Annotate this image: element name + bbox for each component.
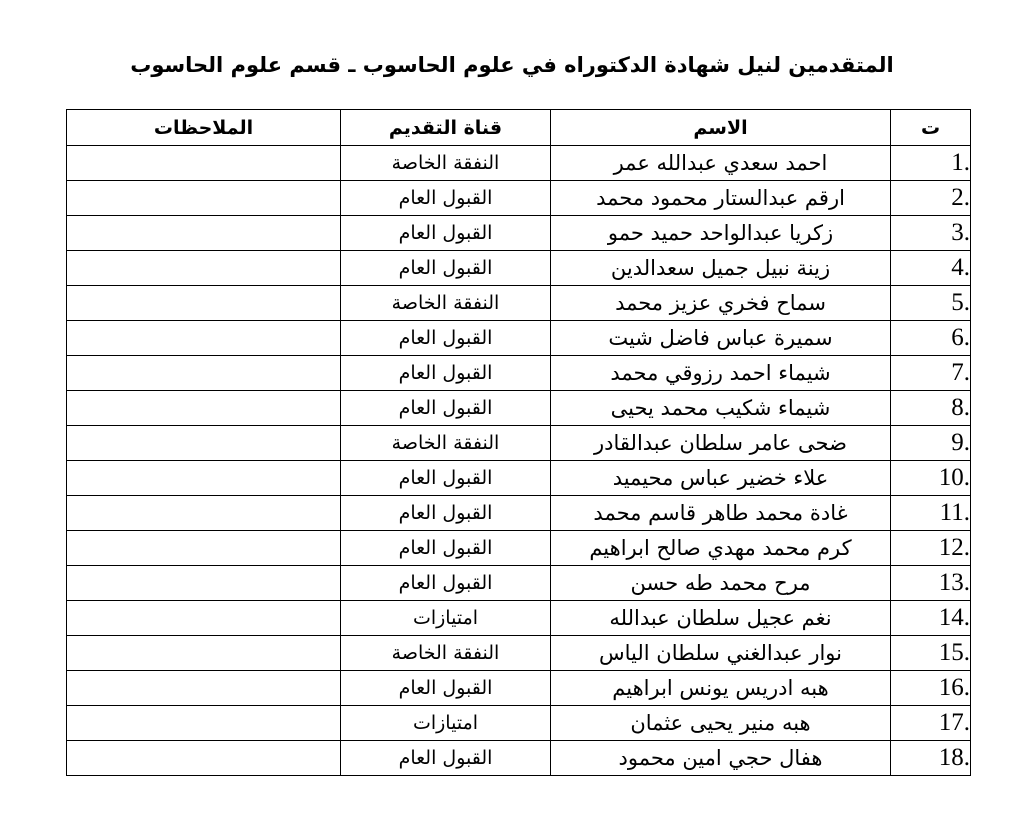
table-row	[67, 636, 971, 671]
applicant-name: احمد سعدي عبدالله عمر	[551, 146, 891, 181]
table-row	[67, 391, 971, 426]
table-row	[67, 461, 971, 496]
applicant-name: غادة محمد طاهر قاسم محمد	[551, 496, 891, 531]
application-channel: القبول العام	[341, 741, 551, 776]
notes-cell	[67, 426, 341, 461]
row-number: 16.	[891, 671, 971, 706]
row-number: 7.	[891, 356, 971, 391]
notes-cell	[67, 356, 341, 391]
applicant-name: مرح محمد طه حسن	[551, 566, 891, 601]
table-row	[67, 181, 971, 216]
table-header-row	[67, 110, 971, 146]
application-channel: النفقة الخاصة	[341, 636, 551, 671]
applicant-name: شيماء احمد رزوقي محمد	[551, 356, 891, 391]
row-number: 6.	[891, 321, 971, 356]
table-row	[67, 321, 971, 356]
application-channel: القبول العام	[341, 356, 551, 391]
row-number: 11.	[891, 496, 971, 531]
applicant-name: نغم عجيل سلطان عبدالله	[551, 601, 891, 636]
notes-cell	[67, 706, 341, 741]
applicants-table	[66, 109, 971, 776]
application-channel: امتيازات	[341, 601, 551, 636]
notes-cell	[67, 251, 341, 286]
notes-cell	[67, 671, 341, 706]
application-channel: القبول العام	[341, 391, 551, 426]
row-number: 18.	[891, 741, 971, 776]
application-channel: القبول العام	[341, 321, 551, 356]
applicant-name: هفال حجي امين محمود	[551, 741, 891, 776]
table-row	[67, 566, 971, 601]
application-channel: القبول العام	[341, 181, 551, 216]
row-number: 1.	[891, 146, 971, 181]
table-row	[67, 671, 971, 706]
row-number: 2.	[891, 181, 971, 216]
row-number: 5.	[891, 286, 971, 321]
applicant-name: شيماء شكيب محمد يحيى	[551, 391, 891, 426]
row-number: 17.	[891, 706, 971, 741]
row-number: 10.	[891, 461, 971, 496]
applicant-name: نوار عبدالغني سلطان الياس	[551, 636, 891, 671]
row-number: 9.	[891, 426, 971, 461]
notes-cell	[67, 216, 341, 251]
column-header-number: ت	[891, 110, 971, 146]
notes-cell	[67, 636, 341, 671]
table-row	[67, 356, 971, 391]
application-channel: النفقة الخاصة	[341, 286, 551, 321]
row-number: 8.	[891, 391, 971, 426]
application-channel: القبول العام	[341, 671, 551, 706]
column-header-name: الاسم	[551, 110, 891, 146]
notes-cell	[67, 286, 341, 321]
application-channel: النفقة الخاصة	[341, 426, 551, 461]
table-row	[67, 706, 971, 741]
notes-cell	[67, 146, 341, 181]
application-channel: القبول العام	[341, 531, 551, 566]
notes-cell	[67, 461, 341, 496]
row-number: 3.	[891, 216, 971, 251]
table-row	[67, 496, 971, 531]
application-channel: القبول العام	[341, 496, 551, 531]
notes-cell	[67, 391, 341, 426]
row-number: 13.	[891, 566, 971, 601]
applicant-name: زينة نبيل جميل سعدالدين	[551, 251, 891, 286]
notes-cell	[67, 496, 341, 531]
applicant-name: علاء خضير عباس محيميد	[551, 461, 891, 496]
column-header-notes: الملاحظات	[67, 110, 341, 146]
column-header-channel: قناة التقديم	[341, 110, 551, 146]
applicant-name: ضحى عامر سلطان عبدالقادر	[551, 426, 891, 461]
row-number: 12.	[891, 531, 971, 566]
notes-cell	[67, 566, 341, 601]
applicant-name: سميرة عباس فاضل شيت	[551, 321, 891, 356]
table-row	[67, 146, 971, 181]
notes-cell	[67, 321, 341, 356]
row-number: 4.	[891, 251, 971, 286]
notes-cell	[67, 601, 341, 636]
notes-cell	[67, 181, 341, 216]
table-row	[67, 251, 971, 286]
document-title: المتقدمين لنيل شهادة الدكتوراه في علوم الحاسوب ـ قسم علوم الحاسوب	[130, 53, 894, 77]
applicant-name: هبه منير يحيى عثمان	[551, 706, 891, 741]
table-row	[67, 216, 971, 251]
table-row	[67, 286, 971, 321]
table-row	[67, 741, 971, 776]
application-channel: النفقة الخاصة	[341, 146, 551, 181]
table-row	[67, 426, 971, 461]
applicant-name: زكريا عبدالواحد حميد حمو	[551, 216, 891, 251]
application-channel: امتيازات	[341, 706, 551, 741]
applicant-name: سماح فخري عزيز محمد	[551, 286, 891, 321]
application-channel: القبول العام	[341, 566, 551, 601]
row-number: 15.	[891, 636, 971, 671]
application-channel: القبول العام	[341, 251, 551, 286]
row-number: 14.	[891, 601, 971, 636]
applicant-name: هبه ادريس يونس ابراهيم	[551, 671, 891, 706]
table-row	[67, 531, 971, 566]
application-channel: القبول العام	[341, 461, 551, 496]
table-row	[67, 601, 971, 636]
notes-cell	[67, 741, 341, 776]
notes-cell	[67, 531, 341, 566]
applicant-name: كرم محمد مهدي صالح ابراهيم	[551, 531, 891, 566]
applicant-name: ارقم عبدالستار محمود محمد	[551, 181, 891, 216]
application-channel: القبول العام	[341, 216, 551, 251]
